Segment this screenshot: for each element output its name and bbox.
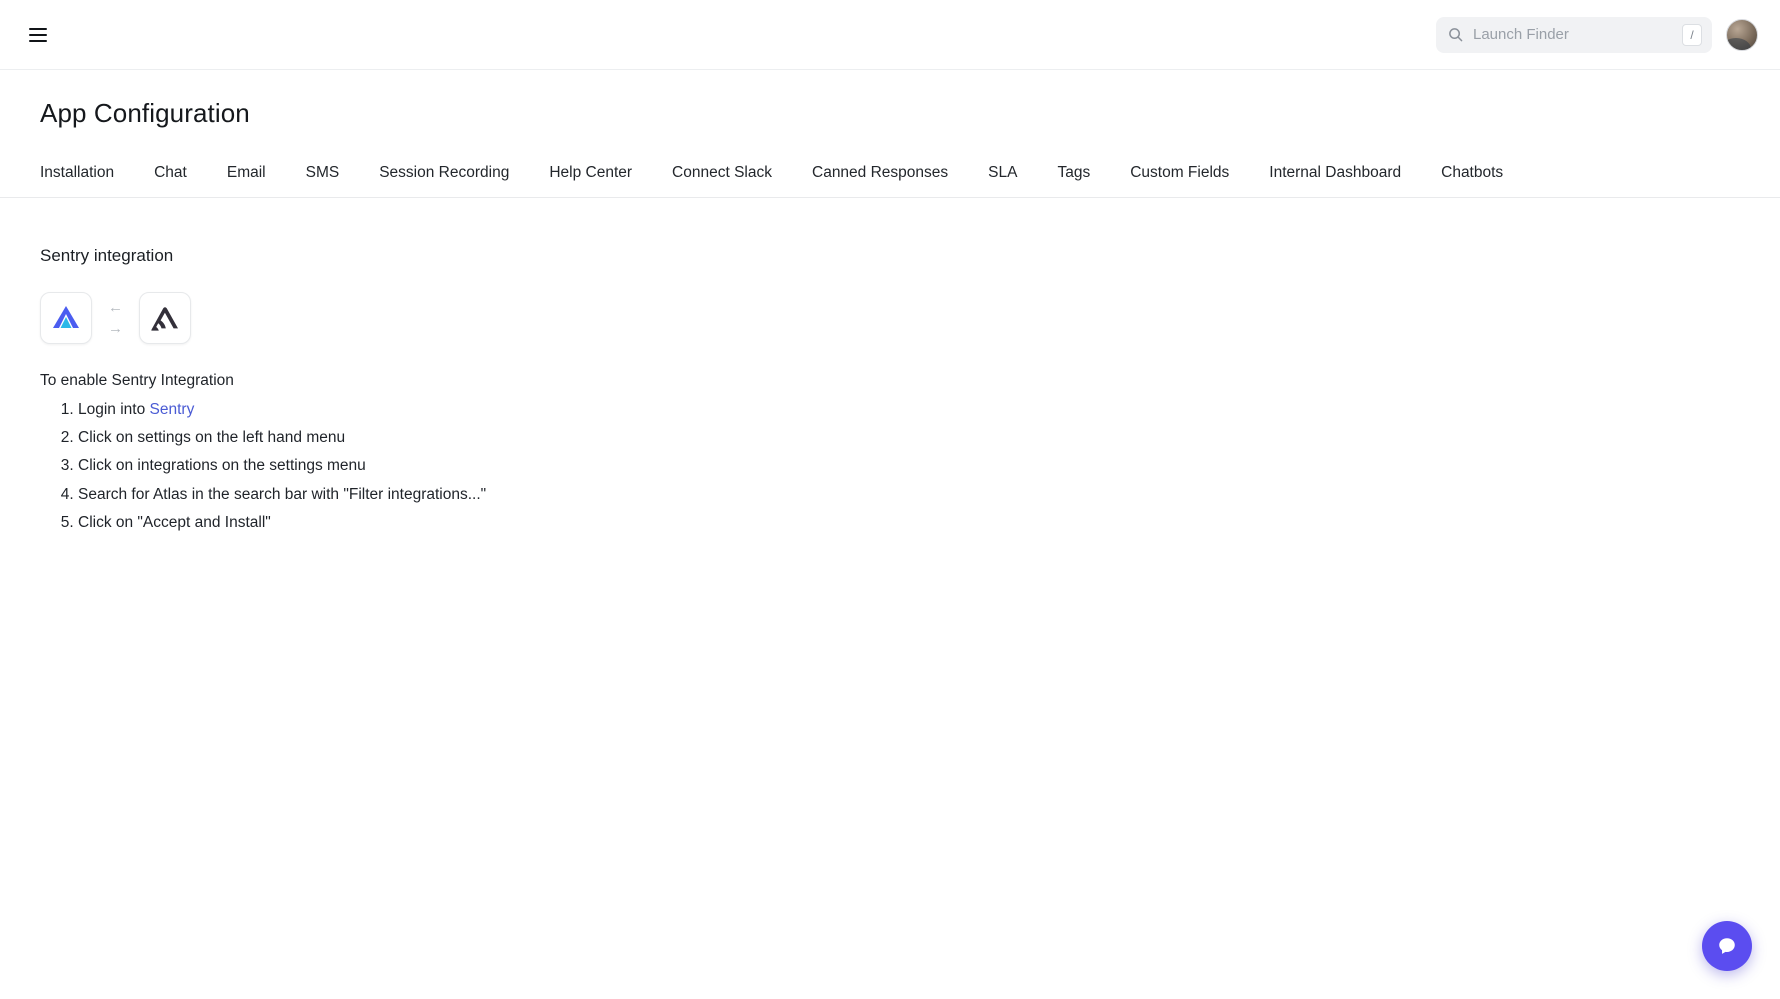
- step-text: Login into: [78, 400, 150, 418]
- chat-bubble-icon: [1716, 935, 1738, 957]
- step-text: Click on integrations on the settings menu: [78, 457, 366, 475]
- atlas-logo-card: [40, 292, 92, 344]
- sync-arrows: [104, 300, 127, 336]
- main-content: [0, 246, 1780, 538]
- tab-custom-fields[interactable]: Custom Fields: [1130, 164, 1230, 181]
- page-header: [0, 70, 1780, 129]
- tab-tags[interactable]: Tags: [1057, 164, 1091, 181]
- step-text: Click on settings on the left hand menu: [78, 428, 346, 446]
- chat-widget-button[interactable]: [1702, 921, 1752, 971]
- list-item: [78, 424, 1740, 452]
- list-item: [78, 481, 1740, 509]
- tab-session-recording[interactable]: Session Recording: [379, 164, 510, 181]
- tab-help-center[interactable]: Help Center: [549, 164, 633, 181]
- sentry-logo: [149, 304, 181, 332]
- top-bar: [0, 0, 1780, 70]
- sentry-logo-card: [139, 292, 191, 344]
- tab-sla[interactable]: SLA: [988, 164, 1018, 181]
- tab-connect-slack[interactable]: Connect Slack: [672, 164, 772, 181]
- tab-internal-dashboard[interactable]: Internal Dashboard: [1269, 164, 1402, 181]
- tab-sms[interactable]: SMS: [305, 164, 340, 181]
- top-bar-right: [1436, 17, 1758, 53]
- search-input[interactable]: [1471, 25, 1674, 44]
- avatar[interactable]: [1726, 19, 1758, 51]
- search-box[interactable]: [1436, 17, 1712, 53]
- list-item: [78, 452, 1740, 480]
- enable-instructions-title: To enable Sentry Integration: [40, 371, 234, 389]
- sentry-link[interactable]: Sentry: [149, 400, 195, 418]
- list-item: [78, 396, 1740, 424]
- list-item: [78, 509, 1740, 537]
- step-text: Search for Atlas in the search bar with "Filter integrations...": [78, 485, 487, 503]
- instruction-steps: [40, 396, 1740, 538]
- tab-canned-responses[interactable]: Canned Responses: [812, 164, 949, 181]
- page-title: App Configuration: [40, 98, 250, 128]
- tab-installation[interactable]: Installation: [40, 164, 115, 181]
- tab-chatbots[interactable]: Chatbots: [1441, 164, 1504, 181]
- step-text: Click on "Accept and Install": [78, 514, 271, 532]
- tab-chat[interactable]: Chat: [154, 164, 187, 181]
- section-title: Sentry integration: [40, 245, 174, 265]
- atlas-logo: [51, 304, 81, 332]
- tab-email[interactable]: Email: [226, 164, 266, 181]
- tab-bar: [0, 155, 1780, 198]
- integration-logos: [40, 292, 1740, 344]
- arrow-left-icon: ←: [108, 298, 123, 316]
- search-shortcut-key: /: [1682, 24, 1702, 46]
- hamburger-icon[interactable]: [24, 21, 52, 49]
- search-icon: [1448, 27, 1463, 42]
- arrow-right-icon: →: [108, 319, 123, 337]
